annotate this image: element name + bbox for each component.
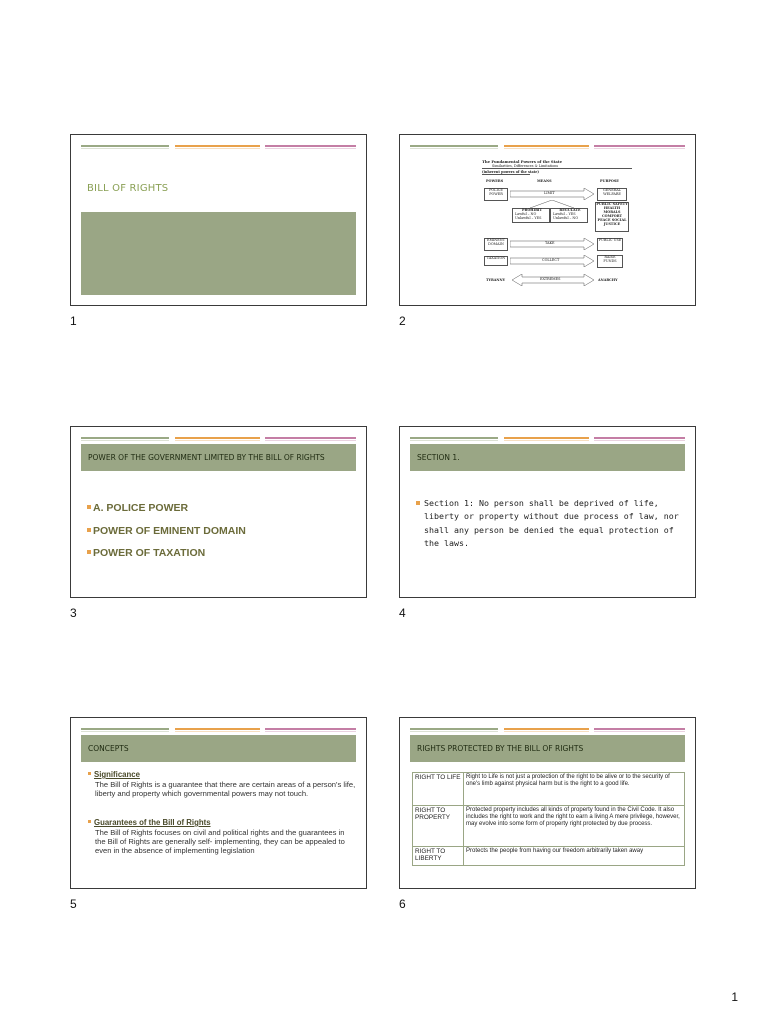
slide-number: 3 [70,606,77,620]
diagram-note: (inherent powers of the state) [482,170,539,174]
slide-number: 4 [399,606,406,620]
slide-header: POWER OF THE GOVERNMENT LIMITED BY THE BILL OF RIGHTS [81,444,356,471]
diagram-subtitle: Similarities, Differences & Limitations [492,164,559,168]
accent-bars [81,145,356,148]
right-name: RIGHT TO LIFE [413,773,464,806]
police-power-box: POLICE POWER [484,188,508,201]
slide-header: RIGHTS PROTECTED BY THE BILL OF RIGHTS [410,735,685,762]
purpose-list-box: PUBLIC SAFETY HEALTH MORALS COMFORT PEACE SOCIAL JUSTICE [595,202,629,232]
right-name: RIGHT TO PROPERTY [413,806,464,847]
taxation-box: TAXATION [484,256,508,266]
col-powers: POWERS [486,179,504,183]
prohibit-lawful: Lawful – NO [515,211,537,216]
prohibit-box [512,208,550,223]
col-purpose: PURPOSE [600,179,619,183]
slide-2 [399,134,696,306]
slide-4 [399,426,696,598]
slide-3 [70,426,367,598]
concept-heading [88,770,140,779]
take-label: TAKE [545,241,555,245]
table-row [413,806,685,847]
right-description: Protected property includes all kinds of property found in the Civil Code. It also includes the right to work and the right to earn a living A mere privilege, however, may evolve into some form of property right protected by due process. [464,806,685,847]
powers-diagram [482,157,647,292]
slide-header: CONCEPTS [81,735,356,762]
bullet-text: POWER OF EMINENT DOMAIN [93,525,246,537]
bullet-item [87,547,205,559]
slide-number: 6 [399,897,406,911]
limit-label: LIMIT [544,191,555,195]
title-block [81,212,356,295]
regulate-label: REGULATE [559,208,581,212]
slide-number: 1 [70,314,77,328]
slide-number: 5 [70,897,77,911]
tyranny-label: TYRANNY [486,278,506,282]
concept-text: The Bill of Rights is a guarantee that there are certain areas of a person's life, liberty and property which governmental powers may not touch. [95,780,356,799]
table-row [413,847,685,866]
branch-lines [522,200,582,208]
diagram-title: The Fundamental Powers of the State [482,159,563,164]
bullet-text: POWER OF TAXATION [93,547,206,559]
slide-6 [399,717,696,889]
bullet-item [87,525,246,537]
concept-heading [88,818,211,827]
eminent-domain-box: EMINENT DOMAIN [484,238,508,251]
prohibit-unlawful: Unlawful – YES [515,215,542,220]
general-welfare-box: GENERAL WELFARE [597,188,627,201]
right-name: RIGHT TO LIBERTY [413,847,464,866]
section-text: Section 1: No person shall be deprived of life, liberty or property without due process of law, nor shall any person be denied the equal protection of the laws. [424,498,684,548]
accent-bars [410,145,685,148]
bullet-text: A. POLICE POWER [93,502,189,514]
bullet-item [87,502,188,514]
regulate-lawful: Lawful – YES [553,211,576,216]
right-description: Right to Life is not just a protection of the right to be alive or to the security of one's limb against physical harm but is the right to a good life. [464,773,685,806]
slide-5 [70,717,367,889]
table-row [413,773,685,806]
anarchy-label: ANARCHY [598,278,618,282]
accent-bars [410,728,685,731]
concept-heading-text: Significance [94,770,140,779]
raise-funds-box: RAISE FUNDS [597,255,623,268]
regulate-unlawful: Unlawful – NO [553,215,579,220]
regulate-box [550,208,588,223]
collect-label: COLLECT [542,258,560,262]
public-use-box: PUBLIC USE [597,238,623,251]
bullet-marker [416,501,420,505]
concept-text: The Bill of Rights focuses on civil and political rights and the guarantees in the Bill of Rights are generally self- implementing, they can be appealed to even in the absence of implementing legislation [95,828,345,856]
concept-heading-text: Guarantees of the Bill of Rights [94,818,211,827]
slide-number: 2 [399,314,406,328]
extremes-label: EXTREMES [540,277,561,281]
right-description: Protects the people from having our freedom arbitrarily taken away [464,847,685,866]
col-means: MEANS [537,179,552,183]
rights-table [412,772,685,866]
slide-title: BILL OF RIGHTS [87,183,169,194]
accent-bars [410,437,685,440]
accent-bars [81,728,356,731]
slide-header: SECTION 1. [410,444,685,471]
prohibit-label: PROHIBIT [521,208,543,212]
accent-bars [81,437,356,440]
page-number: 1 [731,990,738,1004]
slide-1 [70,134,367,306]
